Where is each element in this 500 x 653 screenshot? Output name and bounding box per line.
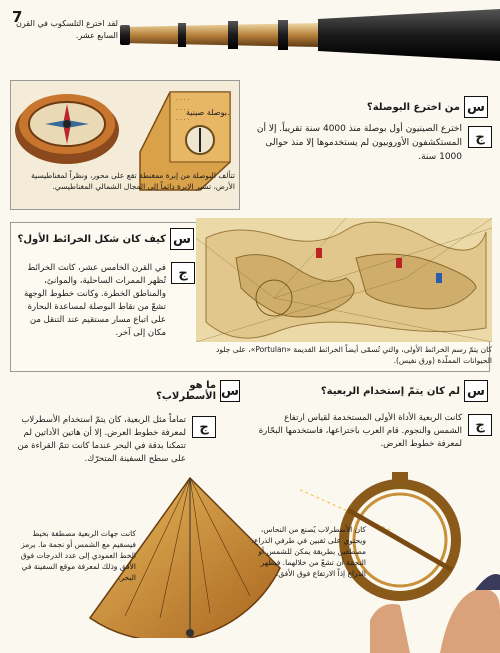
quadrant-question-text: لم كان يتمّ إستخدام الربعية؟ — [320, 385, 460, 397]
telescope-illustration — [118, 5, 500, 65]
compass-illustration — [12, 86, 122, 166]
quadrant-answer-text: كانت الربعية الأداة الأولى المستخدمة لقياس ارتفاع الشمس والنجوم. قام العرب باختراعها، فاستخدمها البحّارة لمعرفة خطوط العرض. — [258, 413, 462, 449]
question-badge: س — [170, 228, 194, 250]
map-caption: كان يتمّ رسم الخرائط الأولى، والتي تُسمّى أيضاً الخرائط القديمة «Portulan»، على جلود الحيوانات المملّدة (ورق نفيس). — [215, 345, 492, 365]
svg-text:· · · ·: · · · · — [176, 97, 190, 104]
chinese-compass-label: بوصلة صينية. — [186, 108, 230, 117]
answer-badge: ج — [468, 414, 492, 436]
astrolabe-caption: كان الأسطرلاب يُصنع من النحاس، ويحتوي على ثقبين في طرفي الذراع، مصطفين بطريقة يمكن للشمس أو النجمة أن تشعّ من خلالهما. فيظهر الذراع إذاً الارتفاع فوق الأفق. — [251, 525, 366, 578]
question-badge: س — [220, 380, 240, 402]
astrolabe-question-text: ما هو الأسطرلاب؟ — [156, 380, 217, 402]
compass-question — [252, 96, 488, 118]
answer-badge: ج — [171, 262, 195, 284]
maps-question-text: كيف كان شكل الخرائط الأول؟ — [17, 233, 166, 245]
question-badge: س — [464, 380, 488, 402]
page-number: 7 — [12, 8, 23, 26]
maps-answer-text: في القرن الخامس عشر، كانت الخرائط تُظهر الممرات الساحلية، والموانئ، والمناطق الخطرة. وكانت خطوط الوجهة تشعّ من نقاط البوصلة لمساعدة البحارة على اتباع مسار مستقيم عند التنقل من مكان إلى آخر. — [23, 263, 166, 338]
answer-badge: ج — [468, 126, 492, 148]
telescope-caption: لقد اخترع التلسكوب في القرن السابع عشر. — [15, 19, 118, 40]
question-badge: س — [464, 96, 488, 118]
portulan-map-illustration — [196, 218, 492, 342]
maps-question — [16, 228, 194, 250]
compass-answer-text: اخترع الصينيون أول بوصلة منذ 4000 سنة تقريباً. إلا أن المستكشفون الأوروبيون لم يستخدموها إلا منذ حوالى 1000 سنة. — [256, 124, 462, 162]
answer-badge: ج — [192, 416, 216, 438]
astrolabe-answer-text: تماماً مثل الربعية، كان يتمّ استخدام الأسطرلاب لمعرفة خطوط العرض. إلا أن هاتين الأداتين لم تتمكنا بدقة في البحر عندما كانت تتمّ القراءة من على سطح السفينة المتحرّك. — [17, 415, 186, 464]
astrolabe-question — [148, 380, 240, 402]
svg-text:· · · ·: · · · · — [176, 117, 190, 124]
compass-caption: تتألف البوصلة من إبرة ممغنطة تقع على محور، ونظراً لمغناطيسية الأرض، تشير الإبرة دائماً إلى المجال الشمالي المغناطيسي. — [31, 171, 235, 191]
svg-text:· · · ·: · · · · — [176, 107, 190, 114]
compass-question-text: من اخترع البوصلة؟ — [366, 101, 460, 113]
quadrant-question — [256, 380, 488, 402]
quadrant-caption: كانت جهات الربعية مصطفة بخيط فيسقيم مع الشمس أو نجمة ما. يرمز الخط العمودي إلى عدد الدرجات فوق الأفق وذلك لمعرفة موقع السفينة في البحر. — [20, 529, 136, 582]
